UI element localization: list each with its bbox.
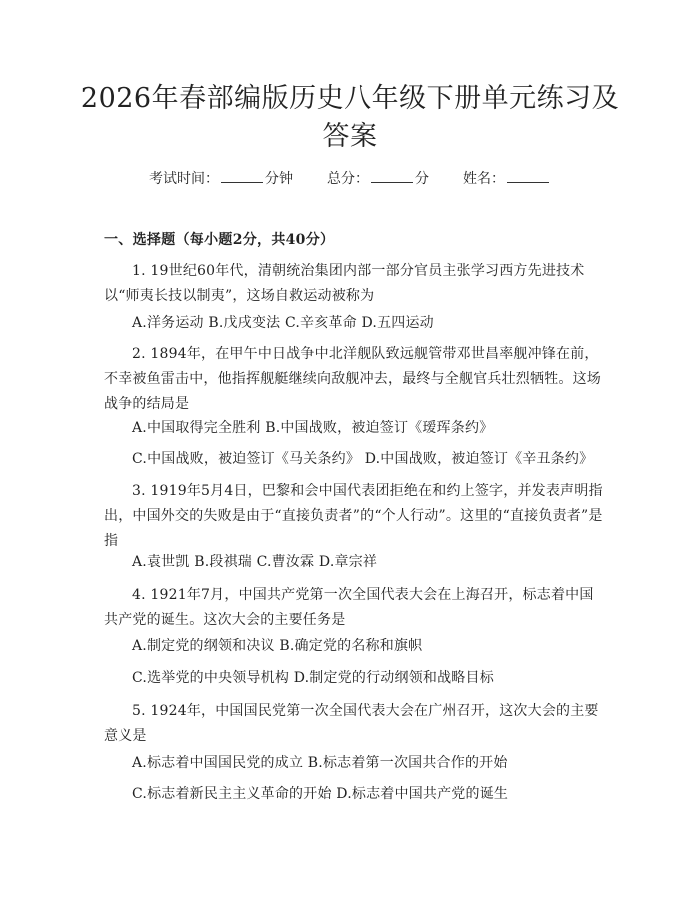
- question-options: C.标志着新民主主义革命的开始 D.标志着中国共产党的诞生: [132, 786, 509, 802]
- total-score: [327, 168, 429, 188]
- student-name: [463, 168, 551, 188]
- exam-time-label: 考试时间：: [149, 171, 219, 187]
- question-stem: 2. 1894年，在甲午中日战争中北洋舰队致远舰管带邓世昌率舰冲锋在前，不幸被鱼雷击中，他指挥舰艇继续向敌舰冲去，最终与全舰官兵壮烈牺牲。这场战争的结局是: [104, 346, 601, 412]
- question-options: C.中国战败，被迫签订《马关条约》 D.中国战败，被迫签订《辛丑条约》: [132, 451, 594, 467]
- exam-time-unit: 分钟: [265, 171, 293, 187]
- exam-info-line: [0, 168, 700, 188]
- question-options: A.标志着中国国民党的成立 B.标志着第一次国共合作的开始: [132, 755, 508, 771]
- student-name-label: 姓名：: [463, 171, 505, 187]
- exam-time-blank[interactable]: [221, 168, 263, 183]
- document-title: 2026年春部编版历史八年级下册单元练习及答案: [80, 83, 620, 152]
- question-stem: 4. 1921年7月，中国共产党第一次全国代表大会在上海召开，标志着中国共产党的诞生。这次大会的主要任务是: [104, 587, 594, 628]
- student-name-blank[interactable]: [507, 168, 549, 183]
- question-stem: 1. 19世纪60年代，清朝统治集团内部一部分官员主张学习西方先进技术以“师夷长技以制夷”，这场自救运动被称为: [104, 263, 585, 304]
- question-options: A.制定党的纲领和决议 B.确定党的名称和旗帜: [132, 638, 423, 654]
- question-options: C.选举党的中央领导机构 D.制定党的行动纲领和战略目标: [132, 670, 494, 686]
- question-options: A.中国取得完全胜利 B.中国战败，被迫签订《瑷珲条约》: [132, 420, 494, 436]
- section-heading: 一、选择题（每小题2分，共40分）: [104, 232, 335, 248]
- question-options: A.洋务运动 B.戊戌变法 C.辛亥革命 D.五四运动: [132, 315, 434, 331]
- total-score-blank[interactable]: [371, 168, 413, 183]
- question-options: A.袁世凯 B.段祺瑞 C.曹汝霖 D.章宗祥: [132, 554, 378, 570]
- exam-time: [149, 168, 293, 188]
- total-score-unit: 分: [415, 171, 429, 187]
- question-stem: 3. 1919年5月4日，巴黎和会中国代表团拒绝在和约上签字，并发表声明指出，中国外交的失败是由于“直接负责者”的“个人行动”。这里的“直接负责者”是指: [104, 483, 603, 549]
- question-stem: 5. 1924年，中国国民党第一次全国代表大会在广州召开，这次大会的主要意义是: [104, 703, 599, 744]
- total-score-label: 总分：: [327, 171, 369, 187]
